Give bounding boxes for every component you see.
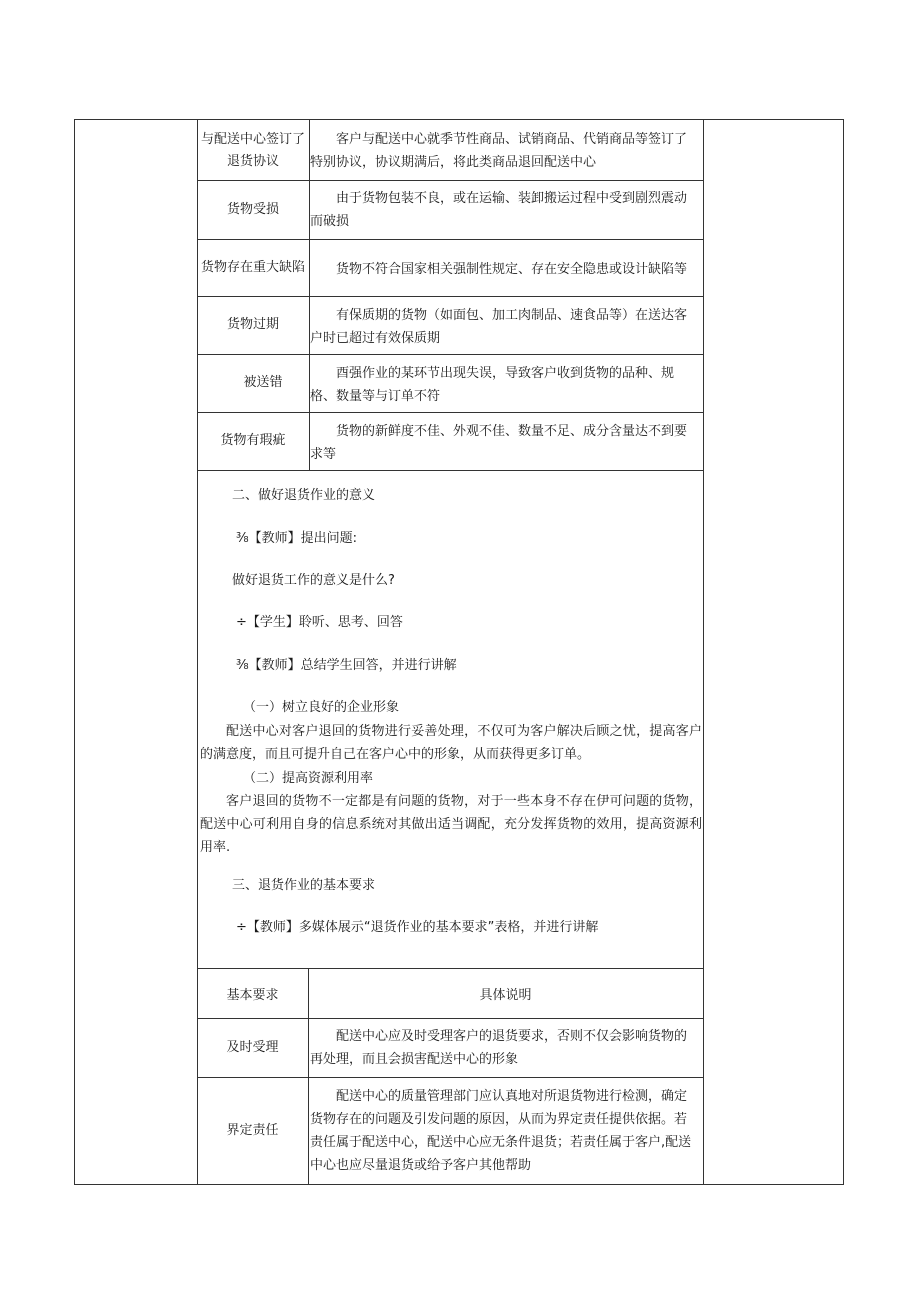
section2-heading: 二、做好退货作业的意义 (232, 488, 376, 503)
teacher-question-label: ⅜【教师】提出问题: (236, 531, 357, 546)
reason-desc-2: 由于货物包装不良，或在运输、装卸搬运过程中受到剧烈震动而破损 (310, 191, 688, 229)
reason-label-1: 与配送中心签订了退货协议 (200, 132, 305, 169)
subsection2-text: 客户退回的货物不一定都是有问题的货物，对于一些本身不存在伊可问题的货物，配送中心可利用自身的信息系统对其做出适当调配，充分发挥货物的效用，提高资源利用率. (200, 794, 702, 855)
reason-desc-5: 酉强作业的某环节出现失误，导致客户收到货物的品种、规格、数量等与订单不符 (310, 366, 675, 404)
req-label-1: 及时受理 (226, 1039, 279, 1055)
student-activity: ÷【学生】聆听、思考、回答 (236, 615, 403, 630)
req-header-col2: 具体说明 (479, 987, 532, 1003)
reason-desc-3: 货物不符合国家相关强制性规定、存在安全隐患或设计缺陷等 (336, 262, 688, 277)
reason-label-5: 被送错 (243, 375, 283, 390)
reason-label-4: 货物过期 (226, 317, 279, 332)
question-text: 做好退货工作的意义是什么? (232, 573, 395, 588)
reason-desc-4: 有保质期的货物（如面包、加工肉制品、速食品等）在送达客户时已超过有效保质期 (310, 308, 688, 346)
row-line (197, 470, 703, 471)
reason-label-2: 货物受损 (226, 201, 279, 217)
reason-label-6: 货物有瑕疵 (220, 433, 286, 448)
subsection1-title: （一）树立良好的企业形象 (243, 700, 400, 715)
teacher-summary: ⅜【教师】总结学生回答，并进行讲解 (236, 658, 457, 673)
teacher-show: ÷【教师】多媒体展示“退货作业的基本要求”表格，并进行讲解 (236, 920, 599, 935)
subsection1-text: 配送中心对客户退回的货物进行妥善处理，不仅可为客户解决后顾之忧，提高客户的满意度，而且可提升自己在客户心中的形象，从而获得更多订单。 (200, 724, 702, 762)
section3-heading: 三、退货作业的基本要求 (232, 878, 376, 893)
col-divider-right (703, 120, 704, 1184)
req-header-col1: 基本要求 (226, 987, 279, 1003)
reason-desc-6: 货物的新鲜度不佳、外观不佳、数量不足、成分含量达不到要求等 (310, 424, 688, 462)
reason-label-3: 货物存在重大缺陷 (200, 259, 305, 275)
reason-desc-1: 客户与配送中心就季节性商品、试销商品、代销商品等签订了特别协议，协议期满后，将此类商品退回配送中心 (310, 132, 688, 170)
req-desc-2: 配送中心的质量管理部门应认真地对所退货物进行检测，确定货物存在的问题及引发问题的原因，从而为界定责任提供依据。若责任属于配送中心，配送中心应无条件退货；若责任属于客户,配送中心也应尽量退货或给予客户其他帮助 (310, 1089, 692, 1173)
req-label-2: 界定责任 (226, 1123, 279, 1138)
subsection2-title: （二）提高资源利用率 (243, 771, 374, 786)
req-desc-1: 配送中心应及时受理客户的退货要求，否则不仅会影响货物的再处理，而且会损害配送中心的形象 (310, 1029, 688, 1067)
